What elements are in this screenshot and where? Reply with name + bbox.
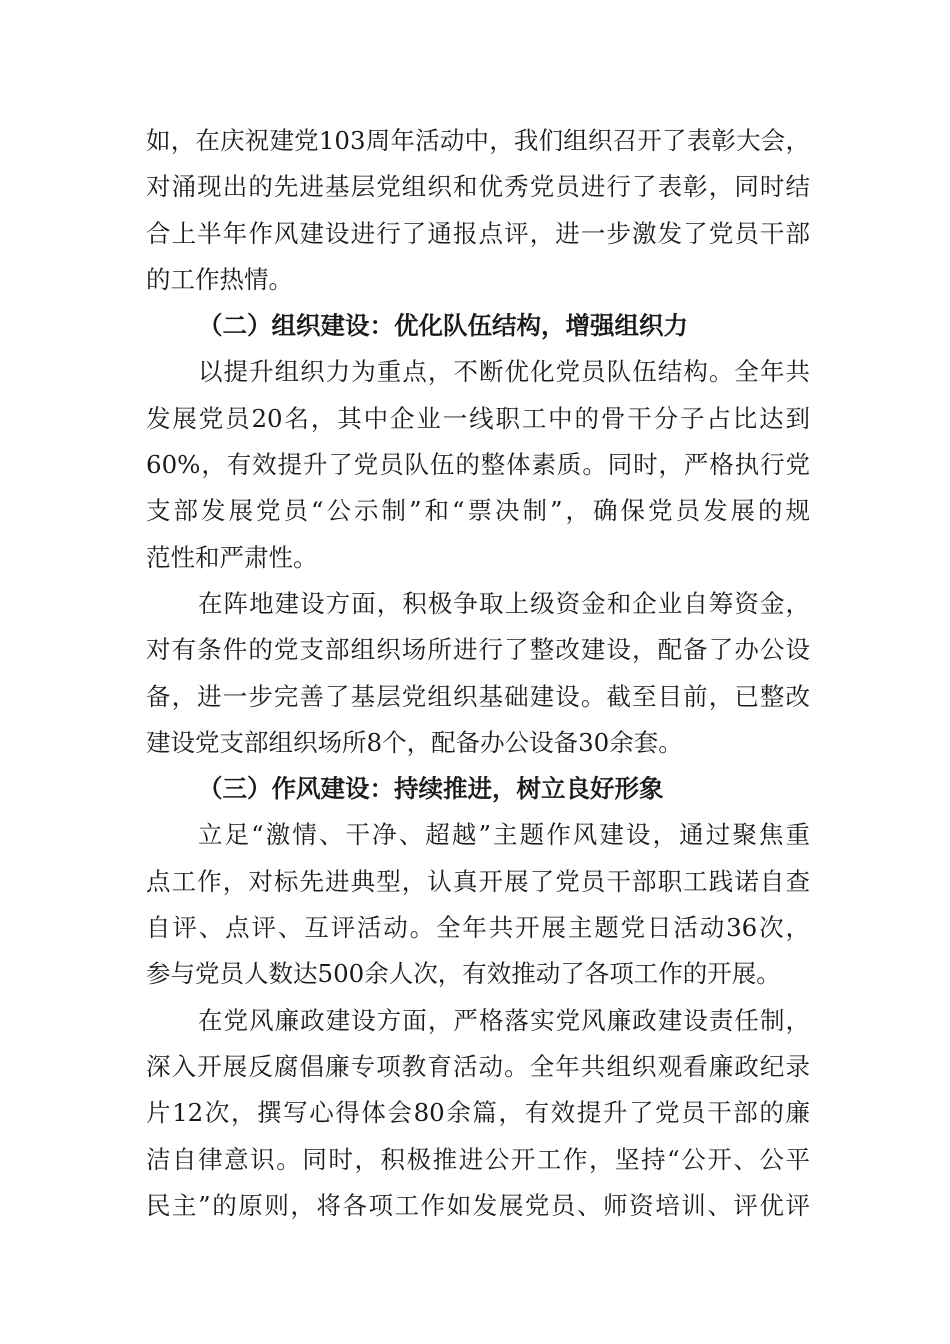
section-heading-2: （二）组织建设：优化队伍结构，增强组织力 — [198, 311, 688, 341]
text-line: 自评、点评、互评活动。全年共开展主题党日活动36次， — [146, 913, 810, 943]
text-line: 合上半年作风建设进行了通报点评，进一步激发了党员干部 — [146, 218, 810, 248]
text-line: 以提升组织力为重点，不断优化党员队伍结构。全年共 — [198, 357, 810, 387]
text-line: 立足“激情、干净、超越”主题作风建设，通过聚焦重 — [198, 820, 810, 850]
text-line: 60%，有效提升了党员队伍的整体素质。同时，严格执行党 — [146, 450, 810, 480]
text-line: 支部发展党员“公示制”和“票决制”，确保党员发展的规 — [146, 496, 810, 526]
text-line: 的工作热情。 — [146, 264, 293, 294]
text-line: 参与党员人数达500余人次，有效推动了各项工作的开展。 — [146, 959, 781, 989]
text-line: 点工作，对标先进典型，认真开展了党员干部职工践诺自查 — [146, 866, 810, 896]
text-line: 建设党支部组织场所8个，配备办公设备30余套。 — [146, 727, 683, 757]
text-line: 备，进一步完善了基层党组织基础建设。截至目前，已整改 — [146, 681, 810, 711]
section-heading-3: （三）作风建设：持续推进，树立良好形象 — [198, 774, 664, 804]
text-line: 如，在庆祝建党103周年活动中，我们组织召开了表彰大会， — [146, 126, 810, 155]
text-line: 深入开展反腐倡廉专项教育活动。全年共组织观看廉政纪录 — [146, 1051, 810, 1081]
text-line: 对涌现出的先进基层党组织和优秀党员进行了表彰，同时结 — [146, 172, 810, 202]
text-line: 洁自律意识。同时，积极推进公开工作，坚持“公开、公平 — [146, 1144, 810, 1174]
text-line: 范性和严肃性。 — [146, 542, 318, 572]
document-body — [146, 118, 810, 1229]
text-line: 在党风廉政建设方面，严格落实党风廉政建设责任制， — [198, 1005, 810, 1035]
text-line: 在阵地建设方面，积极争取上级资金和企业自筹资金， — [198, 588, 810, 618]
text-line: 民主”的原则，将各项工作如发展党员、师资培训、评优评 — [146, 1190, 810, 1220]
text-line: 发展党员20名，其中企业一线职工中的骨干分子占比达到 — [146, 403, 810, 433]
text-line: 对有条件的党支部组织场所进行了整改建设，配备了办公设 — [146, 635, 810, 665]
text-line: 片12次，撰写心得体会80余篇，有效提升了党员干部的廉 — [146, 1098, 810, 1128]
